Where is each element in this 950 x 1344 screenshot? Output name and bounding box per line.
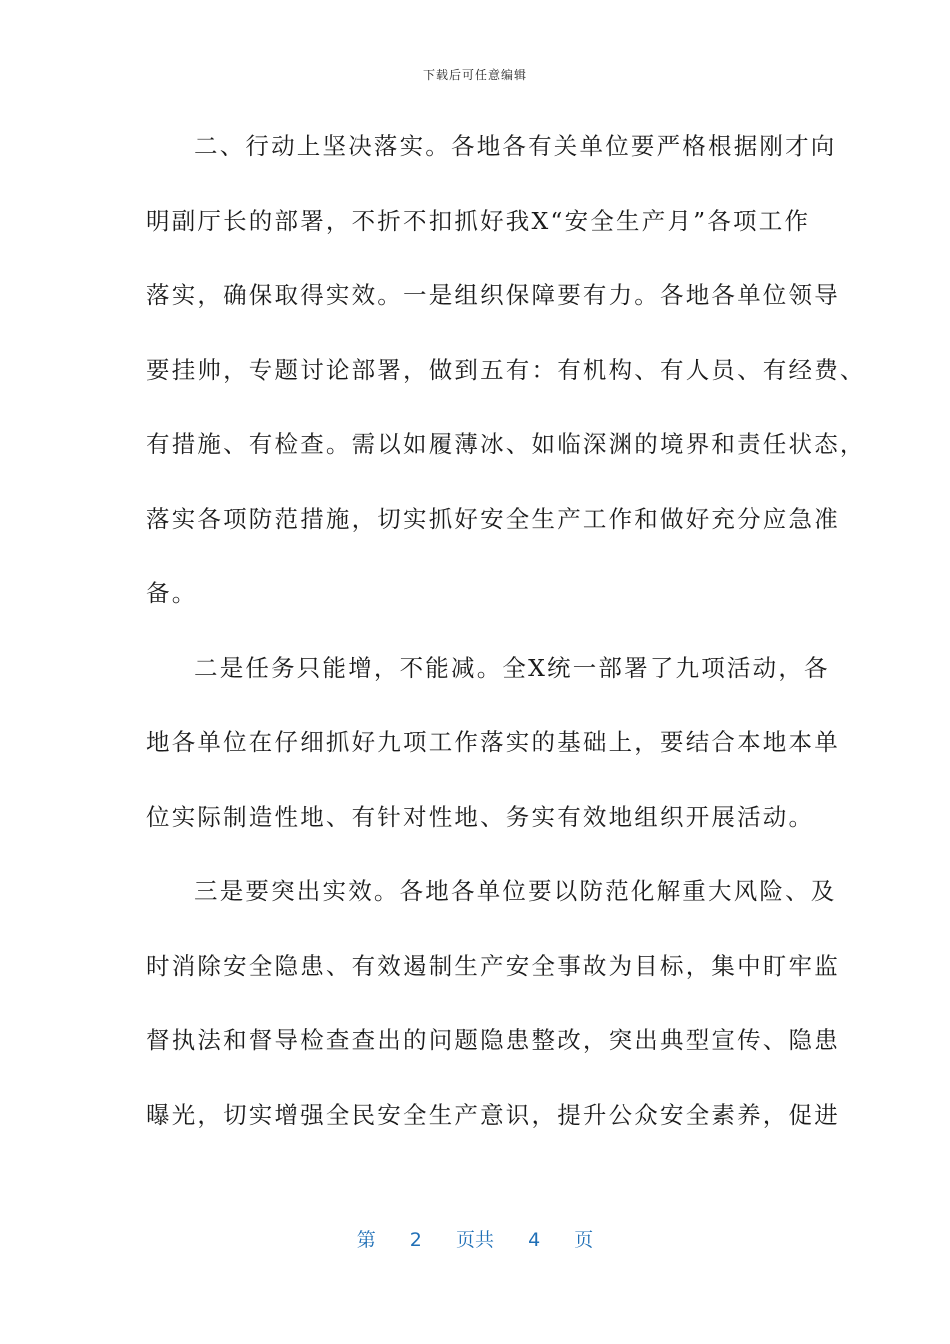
footer-prefix: 第 — [356, 1229, 376, 1251]
page-number-footer — [0, 1225, 950, 1252]
paragraph-2-line-1: 二是任务只能增，不能减。全X统一部署了九项活动，各 — [194, 653, 830, 682]
paragraph-1-line-2: 明副厅长的部署，不折不扣抓好我X“安全生产月”各项工作 — [146, 206, 811, 235]
footer-suffix: 页 — [574, 1229, 594, 1251]
paragraph-3-line-2: 时消除安全隐患、有效遏制生产安全事故为目标，集中盯牢监 — [146, 951, 840, 980]
current-page-number: 2 — [409, 1229, 422, 1251]
paragraph-1-line-1: 二、行动上坚决落实。各地各有关单位要严格根据刚才向 — [194, 132, 837, 160]
paragraph-3-line-3: 督执法和督导检查查出的问题隐患整改，突出典型宣传、隐患 — [146, 1026, 840, 1054]
paragraph-3-line-1: 三是要突出实效。各地各单位要以防范化解重大风险、及 — [194, 877, 837, 905]
paragraph-1-line-7: 备。 — [146, 579, 198, 607]
paragraph-1-line-5: 有措施、有检查。需以如履薄冰、如临深渊的境界和责任状态， — [146, 430, 866, 458]
paragraph-3-line-4: 曝光，切实增强全民安全生产意识，提升公众安全素养，促进 — [146, 1100, 840, 1129]
footer-middle: 页共 — [455, 1229, 494, 1251]
paragraph-1-line-6: 落实各项防范措施，切实抓好安全生产工作和做好充分应急准 — [146, 504, 840, 533]
page-header: 下载后可任意编辑 — [422, 68, 527, 82]
paragraph-1-line-4: 要挂帅，专题讨论部署，做到五有：有机构、有人员、有经费、 — [146, 355, 866, 384]
document-body — [146, 126, 866, 1169]
paragraph-2-line-2: 地各单位在仔细抓好九项工作落实的基础上，要结合本地本单 — [146, 728, 840, 756]
paragraph-2-line-3: 位实际制造性地、有针对性地、务实有效地组织开展活动。 — [146, 802, 815, 831]
paragraph-1-line-3: 落实，确保取得实效。一是组织保障要有力。各地各单位领导 — [146, 281, 840, 309]
total-page-number: 4 — [528, 1229, 541, 1251]
